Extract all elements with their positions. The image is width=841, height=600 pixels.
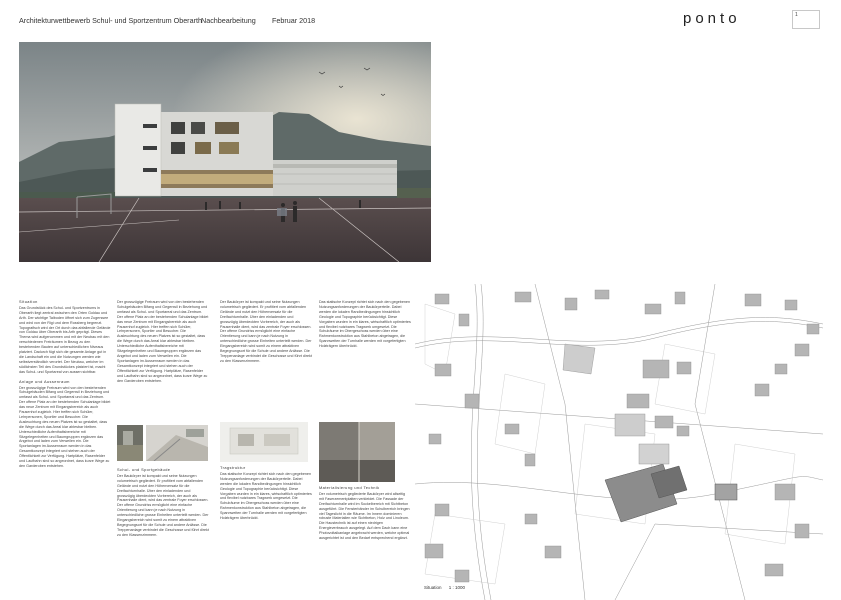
exterior-rendering bbox=[19, 42, 431, 262]
text-column-1 bbox=[19, 300, 111, 600]
anlage-text: Der grosszügige Freiraum wird von den bestehenden Schulgebäuden Bifang und Gegenwil in Beziehung und umfasst als Schul- und Sportareal und das Zentrum. Der offene Platz an der bestehenden Schulanlage bildet das neue Zentrum mit Eingangsbereich als auch Pausenhof zugleich. Hier treffen sich Schüler, Lehrpersonen, Sportler und Besucher. Die Ausleuchtung des neuen Platzes ist so gestaltet, dass die Wege durch das Areal klar ablesbar bleiben. Unterschiedliche Aufenthaltsbereiche mit Sitzgelegenheiten und Baumgruppen ergänzen das Angebot und laden zum Verweilen ein. Die Sportanlagen im Aussenraum werden in das Gesamtkonzept integriert und stehen auch der Öffentlichkeit zur Verfügung. Hartplätze, Rasenfelder und Laufbahn sind so angeordnet, dass kurze Wege zu den Garderoben entstehen. bbox=[19, 385, 111, 468]
tragstruktur-text-continued: Das statische Konzept richtet sich nach den gegebenen Nutzungsanforderungen der Baukörperteile. Dabei werden die lokalen Randbedingungen hinsichtlich Geologie und Topographie berücksichtigt. Diese Vorgaben wurden in ein klares, wirtschaftlich optimiertes und flexibel nutzbares Tragwerk umgesetzt. Die Schulräume im Obergeschoss werden über eine Rahmenkonstruktion aus Stahlbeton abgetragen, die Spannweiten der Turnhalle werden mit vorgefertigten Holzträgern überbrückt. bbox=[319, 300, 411, 349]
project-title: Architekturwettbewerb Schul- und Sportzentrum Oberarth bbox=[19, 16, 202, 25]
thumb-material bbox=[319, 422, 395, 482]
schulbau-text: Der Baukörper ist kompakt und seine Nutzungen volumetrisch gegliedert. Er profitiert vom abfallenden Gelände und nutzt den Höhenversatz für die Dreifachturnhalle. Über den einladenden und grosszügig überdeckten Vorbereich, der auch als Pausenhalle dient, wird das zentrale Foyer erschlossen. Der offene Grundriss ermöglicht eine einfache Orientierung und kann je nach Nutzung in unterschiedliche grosse Einheiten unterteilt werden. Der Eingangsbereich wird somit zu einem attraktiven Begegnungsort für die Schule und andere Anlässe. Die Treppenanlage verbindet die Geschosse und führt direkt zu den Klassenzimmern. bbox=[117, 473, 209, 537]
situation-plan bbox=[415, 284, 823, 600]
text-column-2a bbox=[117, 300, 209, 424]
text-column-2b bbox=[117, 468, 209, 600]
schulbau-text-continued: Der Baukörper ist kompakt und seine Nutzungen volumetrisch gegliedert. Er profitiert vom abfallenden Gelände und nutzt den Höhenversatz für die Dreifachturnhalle. Über den einladenden und grosszügig überdeckten Vorbereich, der auch als Pausenhalle dient, wird das zentrale Foyer erschlossen. Der offene Grundriss ermöglicht eine einfache Orientierung und kann je nach Nutzung in unterschiedliche grosse Einheiten unterteilt werden. Der Eingangsbereich wird somit zu einem attraktiven Begegnungsort für die Schule und andere Anlässe. Die Treppenanlage verbindet die Geschosse und führt direkt zu den Klassenzimmern. bbox=[220, 300, 312, 363]
thumb-photo-2 bbox=[146, 425, 208, 461]
tragstruktur-heading: Tragstruktur bbox=[220, 466, 246, 470]
situation-heading: Situation bbox=[19, 300, 38, 304]
schulbau-heading: Schul- und Sportgebäude bbox=[117, 468, 171, 472]
text-column-3a bbox=[220, 300, 312, 416]
material-text: Der volumetrisch gegliederte Baukörper wird allseitig mit Faserzementplatten verkleidet. Die Fassade der Dreifachturnhalle wird im Sockelbereich mit Sichtbeton ausgeführt. Die Fensterbänder im Schulbereich bringen viel Tageslicht in die Räume. Im Innern dominieren robuste Materialien wie Sichtbeton, Holz und Linoleum. Die Haustechnik ist auf einen niedrigen Energieverbrauch ausgelegt. Auf dem Dach kann eine Photovoltaikanlage angebracht werden, welche optimal ausgerichtet ist und den Bedarf entsprechend ergänzt. bbox=[319, 491, 410, 541]
text-column-4a bbox=[319, 300, 411, 416]
anlage-text-continued: Der grosszügige Freiraum wird von den bestehenden Schulgebäuden Bifang und Gegenwil in Beziehung und umfasst als Schul- und Sportareal und das Zentrum. Der offene Platz an der bestehenden Schulanlage bildet das neue Zentrum mit Eingangsbereich als auch Pausenhof zugleich. Hier treffen sich Schüler, Lehrpersonen, Sportler und Besucher. Die Ausleuchtung des neuen Platzes ist so gestaltet, dass die Wege durch das Areal klar ablesbar bleiben. Unterschiedliche Aufenthaltsbereiche mit Sitzgelegenheiten und Baumgruppen ergänzen das Angebot und laden zum Verweilen ein. Die Sportanlagen im Aussenraum werden in das Gesamtkonzept integriert und stehen auch der Öffentlichkeit zur Verfügung. Hartplätze, Rasenfelder und Laufbahn sind so angeordnet, dass kurze Wege zu den Garderoben entstehen. bbox=[117, 300, 209, 383]
phase-label: Nachbearbeitung bbox=[201, 16, 256, 25]
tragstruktur-text: Das statische Konzept richtet sich nach den gegebenen Nutzungsanforderungen der Baukörperteile. Dabei werden die lokalen Randbedingungen hinsichtlich Geologie und Topographie berücksichtigt. Diese Vorgaben wurden in ein klares, wirtschaftlich optimiertes und flexibel nutzbares Tragwerk umgesetzt. Die Schulräume im Obergeschoss werden über eine Rahmenkonstruktion aus Stahlbeton abgetragen, die Spannweiten der Turnhalle werden mit vorgefertigten Holzträgern überbrückt. bbox=[220, 471, 312, 521]
thumb-interior bbox=[220, 422, 308, 462]
text-column-4b bbox=[319, 486, 411, 600]
date-label: Februar 2018 bbox=[272, 16, 316, 25]
text-column-3b bbox=[220, 466, 312, 600]
material-heading: Materialisierung und Technik bbox=[319, 486, 380, 490]
page-number-box bbox=[792, 10, 820, 29]
thumb-photo-1 bbox=[117, 425, 143, 461]
anlage-heading: Anlage und Aussenraum bbox=[19, 378, 70, 384]
situation-scale: 1 : 1000 bbox=[448, 585, 466, 590]
page-number: 1 bbox=[795, 12, 798, 18]
ponto-logo: ponto bbox=[683, 10, 741, 27]
situation-label: Situation bbox=[424, 585, 442, 590]
situation-scale-caption bbox=[424, 585, 465, 590]
situation-text: Das Grundstück des Schul- und Sportzentrums in Oberarth liegt zentral zwischen den Orten Goldau und Arth. Der wichtige Talboden öffnet sich zum Zugerssee und wird von der Rigi und dem Rossberg begrenzt. Topografisch wird der Ort durch das abfallende Gelände von Goldau über Oberarth bis Arth geprägt. Dieses Thema wird aufgenommen und mit der Neubau mit den verschiedenen Freiräumen in Bezug zu den bestehenden Bauten auf unterschiedlichen Niveaus platziert. Dadurch fügt sich die gesamte Anlage gut in die Landschaft ein und die Nutzungen werden wie selbstverständlich verortet. Der Neubau, welcher im südlichsten Teil des Grundstückes platziert ist, macht das Schul- und Sportareal von aussen sichtbar. bbox=[19, 305, 111, 374]
